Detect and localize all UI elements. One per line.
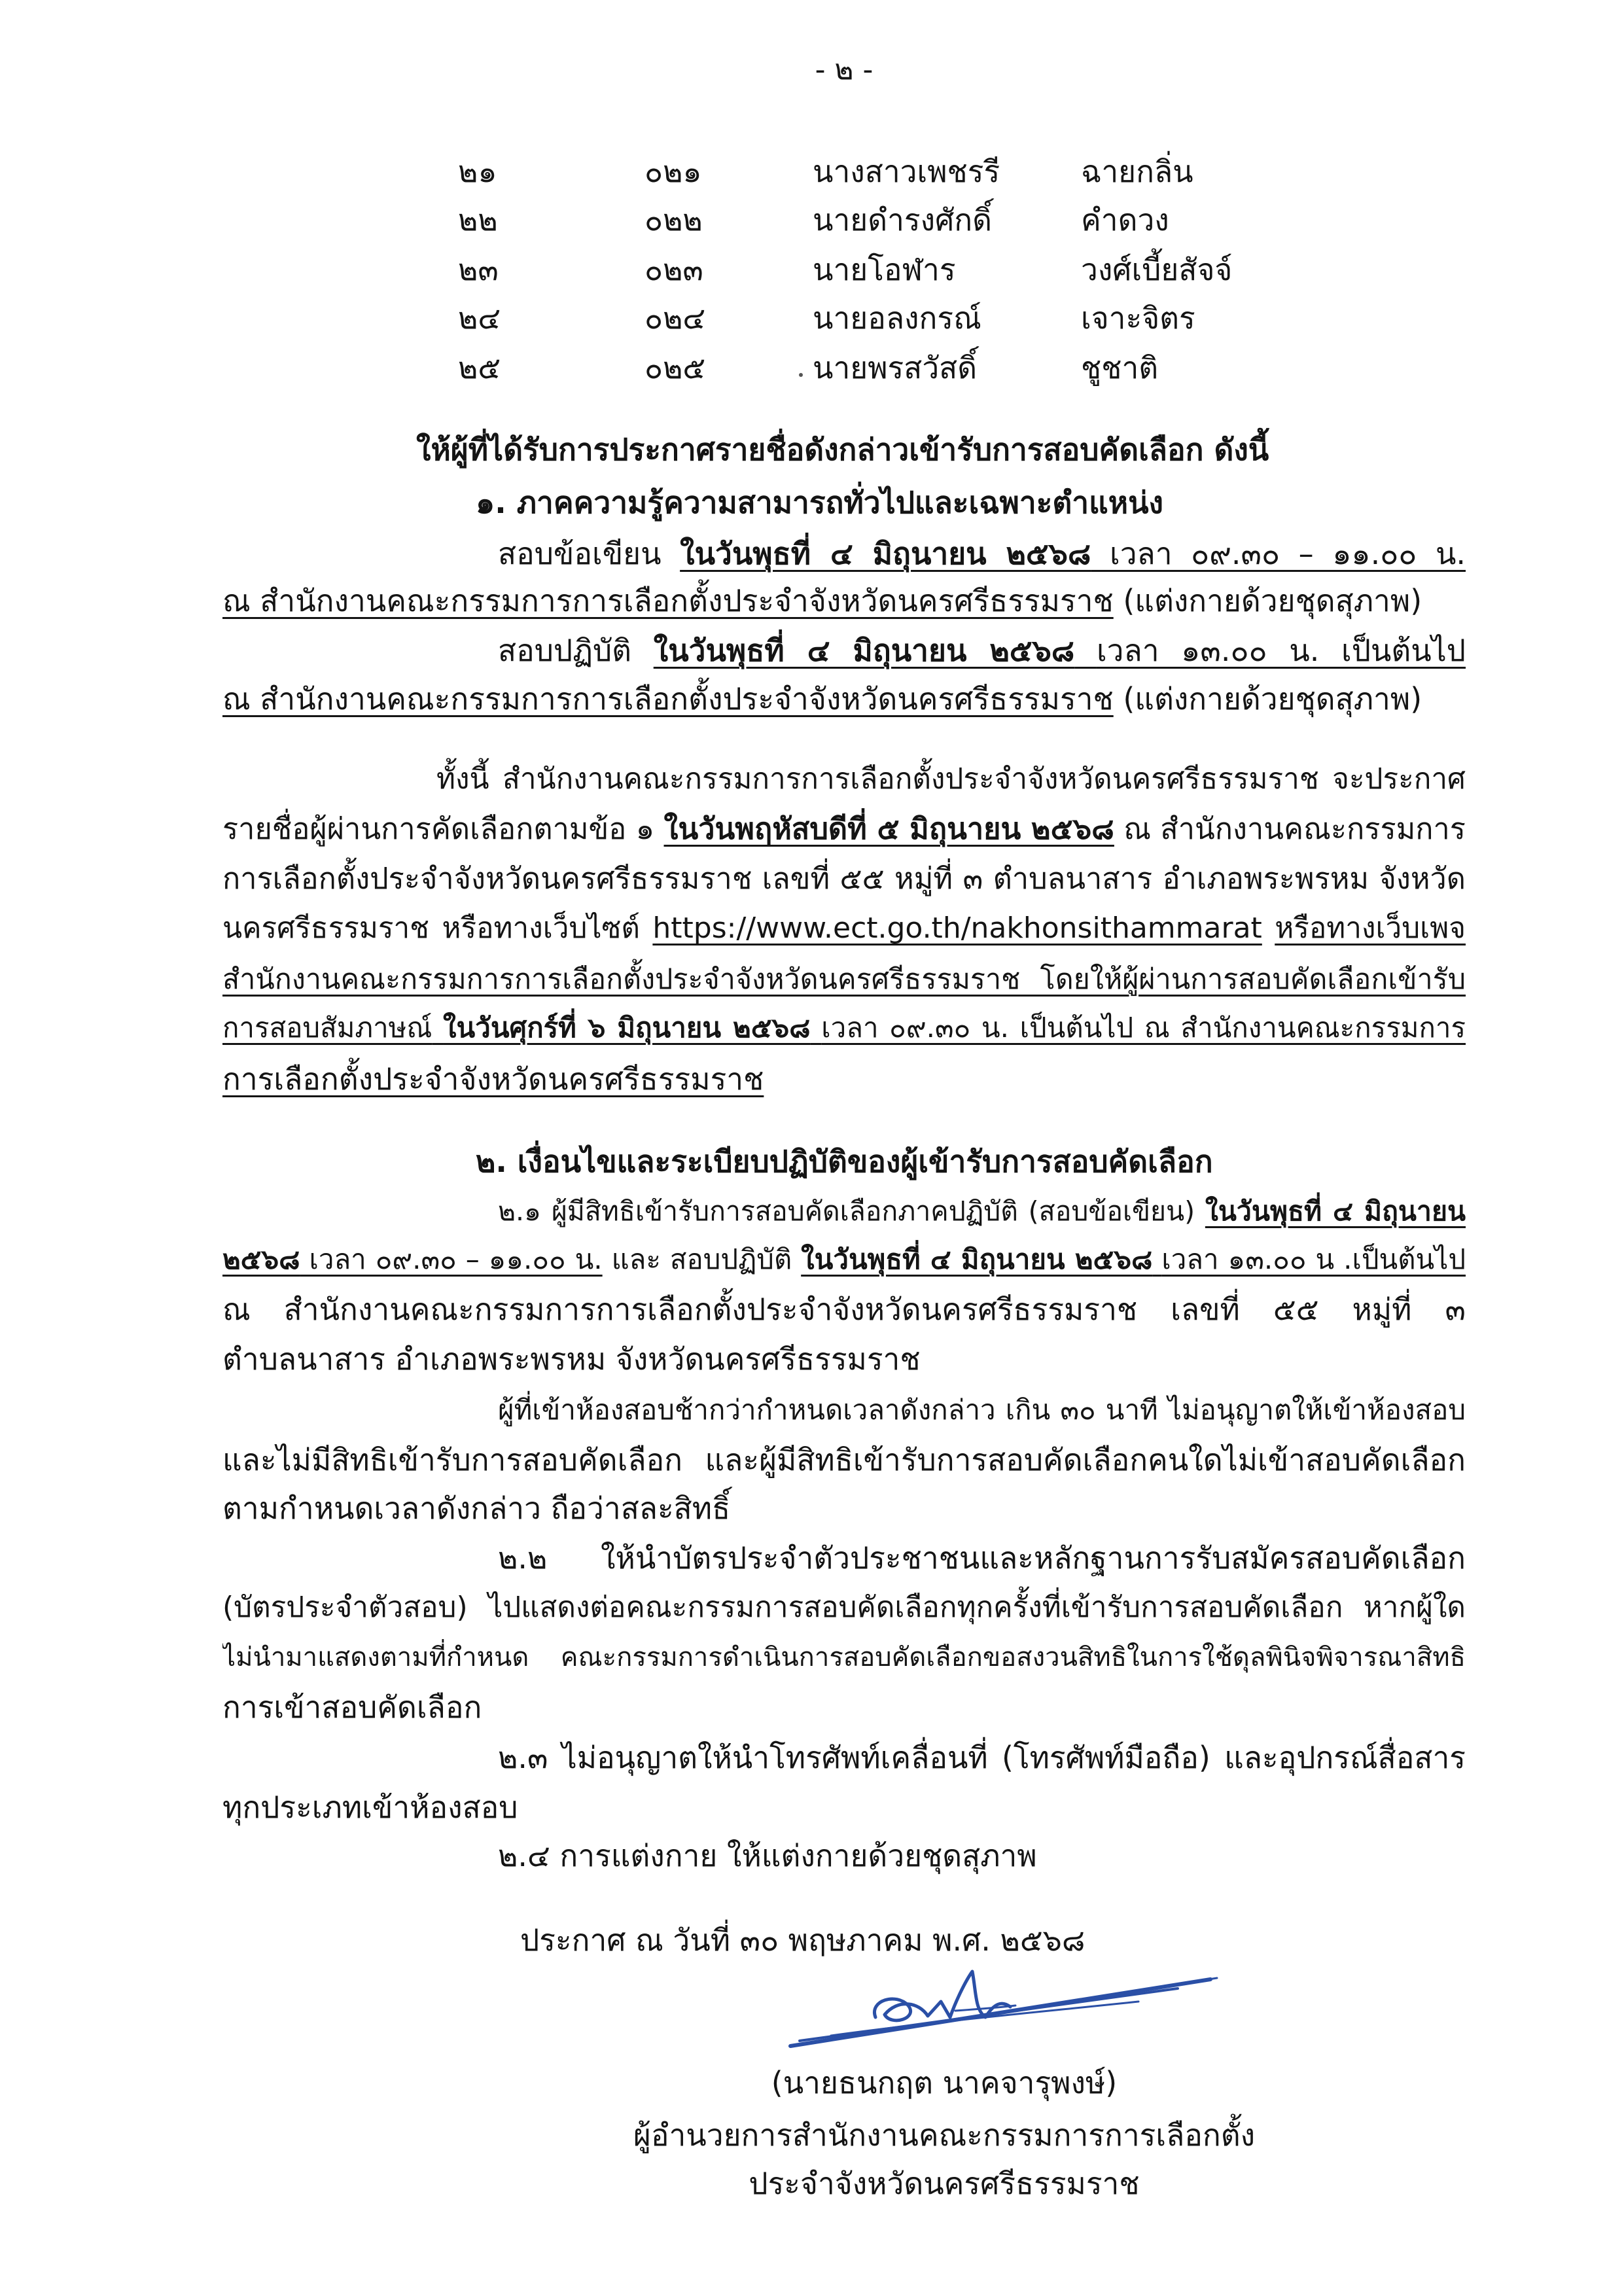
written-exam-line <box>498 529 1466 578</box>
practical-exam-dress: (แต่งกายด้วยชุดสุภาพ) <box>1123 681 1422 716</box>
practical-exam-venue-line <box>222 674 1466 724</box>
announcement-text: การเลือกตั้งประจำจังหวัดนครศรีธรรมราช <box>222 1061 764 1097</box>
candidate-last-name: เจาะจิตร <box>1081 300 1195 336</box>
item1-line <box>498 1186 1466 1236</box>
candidate-code: ๐๒๕ <box>644 350 706 385</box>
item1-practical-date: ในวันพุธที่ ๔ มิถุนายน ๒๕๖๘ <box>801 1243 1153 1275</box>
announcement-text: ณ สำนักงานคณะกรรมการ <box>1123 811 1466 846</box>
announcement-date: ประกาศ ณ วันที่ ๓๐ พฤษภาคม พ.ศ. ๒๕๖๘ <box>520 1922 1086 1958</box>
candidate-last-name: ฉายกลิ่น <box>1081 154 1193 189</box>
written-exam-label: สอบข้อเขียน <box>498 536 662 571</box>
practical-exam-venue: ณ สำนักงานคณะกรรมการการเลือกตั้งประจำจังหวัดนครศรีธรรมราช <box>222 681 1114 716</box>
part1-heading: ๑. ภาคความรู้ความสามารถทั่วไปและเฉพาะตำแหน่ง <box>476 485 1163 520</box>
candidate-first-name: นางสาวเพชรรี <box>813 154 1000 189</box>
late-rule-line: ผู้ที่เข้าห้องสอบช้ากว่ากำหนดเวลาดังกล่าว เกิน ๓๐ นาที ไม่อนุญาตให้เข้าห้องสอบ <box>498 1394 1466 1426</box>
candidate-last-name: วงศ์เบี้ยสัจจ์ <box>1081 252 1233 287</box>
announcement-text: หรือทางเว็บเพจ <box>1275 911 1466 945</box>
item1-date: ในวันพุธที่ ๔ มิถุนายน <box>1205 1195 1466 1227</box>
announcement-text: เวลา ๐๙.๓๐ น. เป็นต้นไป ณ สำนักงานคณะกรรมการ <box>821 1012 1466 1044</box>
practical-exam-time: เวลา ๑๓.๐๐ น. เป็นต้นไป <box>1096 633 1466 668</box>
item3-line: ๒.๓ ไม่อนุญาตให้นำโทรศัพท์เคลื่อนที่ (โทรศัพท์มือถือ) และอุปกรณ์สื่อสาร <box>498 1740 1466 1775</box>
written-exam-dress: (แต่งกายด้วยชุดสุภาพ) <box>1123 583 1422 618</box>
item1-line: ตำบลนาสาร อำเภอพระพรหม จังหวัดนครศรีธรรมราช <box>222 1341 921 1377</box>
item2-line: ๒.๒ ให้นำบัตรประจำตัวประชาชนและหลักฐานการรับสมัครสอบคัดเลือก <box>498 1540 1466 1576</box>
announcement-text: รายชื่อผู้ผ่านการคัดเลือกตามข้อ ๑ <box>222 811 655 846</box>
candidate-code: ๐๒๑ <box>644 154 702 189</box>
late-rule-line: และไม่มีสิทธิเข้ารับการสอบคัดเลือก และผู้มีสิทธิเข้ารับการสอบคัดเลือกคนใดไม่เข้าสอบคัดเลือก <box>222 1442 1466 1477</box>
signatory-title: ผู้อำนวยการสำนักงานคณะกรรมการการเลือกตั้ง <box>633 2117 1256 2153</box>
announcement-line <box>222 804 1466 854</box>
item2-line: ไม่นำมาแสดงตามที่กำหนด คณะกรรมการดำเนินการสอบคัดเลือกขอสงวนสิทธิในการใช้ดุลพินิจพิจารณาสิทธิ <box>222 1642 1466 1672</box>
item1-year: ๒๕๖๘ <box>222 1243 300 1275</box>
late-rule-line: ตามกำหนดเวลาดังกล่าว ถือว่าสละสิทธิ์ <box>222 1491 731 1526</box>
candidate-code: ๐๒๓ <box>644 252 703 287</box>
candidate-row <box>0 343 1624 393</box>
results-date: ในวันพฤหัสบดีที่ ๕ มิถุนายน ๒๕๖๘ <box>663 811 1114 846</box>
signatory-title: ประจำจังหวัดนครศรีธรรมราช <box>749 2166 1140 2201</box>
item1-text: และ สอบปฏิบัติ <box>611 1243 792 1275</box>
interview-date: ในวันศุกร์ที่ ๖ มิถุนายน ๒๕๖๘ <box>443 1012 811 1044</box>
announcement-line: ทั้งนี้ สำนักงานคณะกรรมการการเลือกตั้งประจำจังหวัดนครศรีธรรมราช จะประกาศ <box>436 762 1466 796</box>
part2-heading: ๒. เงื่อนไขและระเบียบปฏิบัติของผู้เข้ารับการสอบคัดเลือก <box>476 1144 1213 1179</box>
written-exam-venue: ณ สำนักงานคณะกรรมการการเลือกตั้งประจำจังหวัดนครศรีธรรมราช <box>222 583 1114 618</box>
practical-exam-schedule <box>654 633 1466 668</box>
practical-exam-label: สอบปฏิบัติ <box>498 633 632 668</box>
practical-exam-line <box>498 626 1466 675</box>
website-url: https://www.ect.go.th/nakhonsithammarat <box>652 911 1262 945</box>
candidate-number: ๒๓ <box>458 252 499 287</box>
item1-written-time: เวลา ๐๙.๓๐ – ๑๑.๐๐ น. <box>309 1243 603 1275</box>
candidate-row <box>0 195 1624 245</box>
written-exam-date: ในวันพุธที่ ๔ มิถุนายน ๒๕๖๘ <box>680 536 1091 571</box>
item1-line <box>222 1235 1466 1284</box>
candidate-first-name: นายอลงกรณ์ <box>813 300 981 336</box>
candidate-last-name: คำดวง <box>1081 202 1169 238</box>
written-exam-schedule <box>680 536 1466 571</box>
item1-practical-schedule <box>801 1243 1466 1275</box>
candidate-first-name: นายพรสวัสดิ์ <box>813 350 978 385</box>
candidate-row <box>0 147 1624 196</box>
item4-line: ๒.๔ การแต่งกาย ให้แต่งกายด้วยชุดสุภาพ <box>498 1838 1037 1873</box>
announcement-text: การสอบสัมภาษณ์ <box>222 1012 432 1044</box>
announcement-line: สำนักงานคณะกรรมการการเลือกตั้งประจำจังหวัดนครศรีธรรมราช โดยให้ผู้ผ่านการสอบคัดเลือกเข้ารับ <box>222 963 1466 996</box>
candidate-number: ๒๑ <box>458 154 497 189</box>
item1-practical-time: เวลา ๑๓.๐๐ น .เป็นต้นไป <box>1161 1243 1466 1275</box>
candidate-first-name: นายดำรงศักดิ์ <box>813 202 993 238</box>
candidate-number: ๒๕ <box>458 350 501 385</box>
item1-line: ณ สำนักงานคณะกรรมการการเลือกตั้งประจำจังหวัดนครศรีธรรมราช เลขที่ ๕๕ หมู่ที่ ๓ <box>222 1292 1466 1327</box>
announcement-line: การเลือกตั้งประจำจังหวัดนครศรีธรรมราช เลขที่ ๕๕ หมู่ที่ ๓ ตำบลนาสาร อำเภอพระพรหม จังหวัด <box>222 861 1466 896</box>
intro-heading: ให้ผู้ที่ได้รับการประกาศรายชื่อดังกล่าวเข้ารับการสอบคัดเลือก ดังนี้ <box>416 432 1269 467</box>
announcement-text: นครศรีธรรมราช หรือทางเว็บไซต์ <box>222 911 640 945</box>
candidate-row <box>0 245 1624 294</box>
item2-line: (บัตรประจำตัวสอบ) ไปแสดงต่อคณะกรรมการสอบคัดเลือกทุกครั้งที่เข้ารับการสอบคัดเลือก หากผู้ใด <box>222 1591 1466 1624</box>
signatory-name: (นายธนกฤต นาคจารุพงษ์) <box>771 2065 1118 2100</box>
candidate-first-name: นายโอฬาร <box>813 252 956 287</box>
announcement-line <box>222 1003 1466 1053</box>
item2-line: การเข้าสอบคัดเลือก <box>222 1689 482 1725</box>
candidate-code: ๐๒๔ <box>644 300 706 336</box>
item1-written-schedule <box>222 1243 603 1275</box>
candidate-code: ๐๒๒ <box>644 202 703 238</box>
announcement-underlined-run <box>222 1012 1466 1044</box>
item1-text: ๒.๑ ผู้มีสิทธิเข้ารับการสอบคัดเลือกภาคปฏิบัติ (สอบข้อเขียน) <box>498 1195 1195 1227</box>
candidate-number: ๒๔ <box>458 300 501 336</box>
written-exam-time: เวลา ๐๙.๓๐ – ๑๑.๐๐ น. <box>1110 536 1466 571</box>
candidate-last-name: ชูชาติ <box>1081 350 1159 385</box>
announcement-line <box>222 1054 1466 1104</box>
practical-exam-date: ในวันพุธที่ ๔ มิถุนายน ๒๕๖๘ <box>653 633 1075 668</box>
candidate-number: ๒๒ <box>458 202 498 238</box>
announcement-line <box>222 904 1466 953</box>
signature <box>759 1953 1230 2064</box>
page-number: - ๒ - <box>815 53 874 86</box>
item3-line: ทุกประเภทเข้าห้องสอบ <box>222 1790 518 1825</box>
written-exam-venue-line <box>222 576 1466 626</box>
stray-mark <box>799 373 803 377</box>
candidate-row <box>0 293 1624 343</box>
